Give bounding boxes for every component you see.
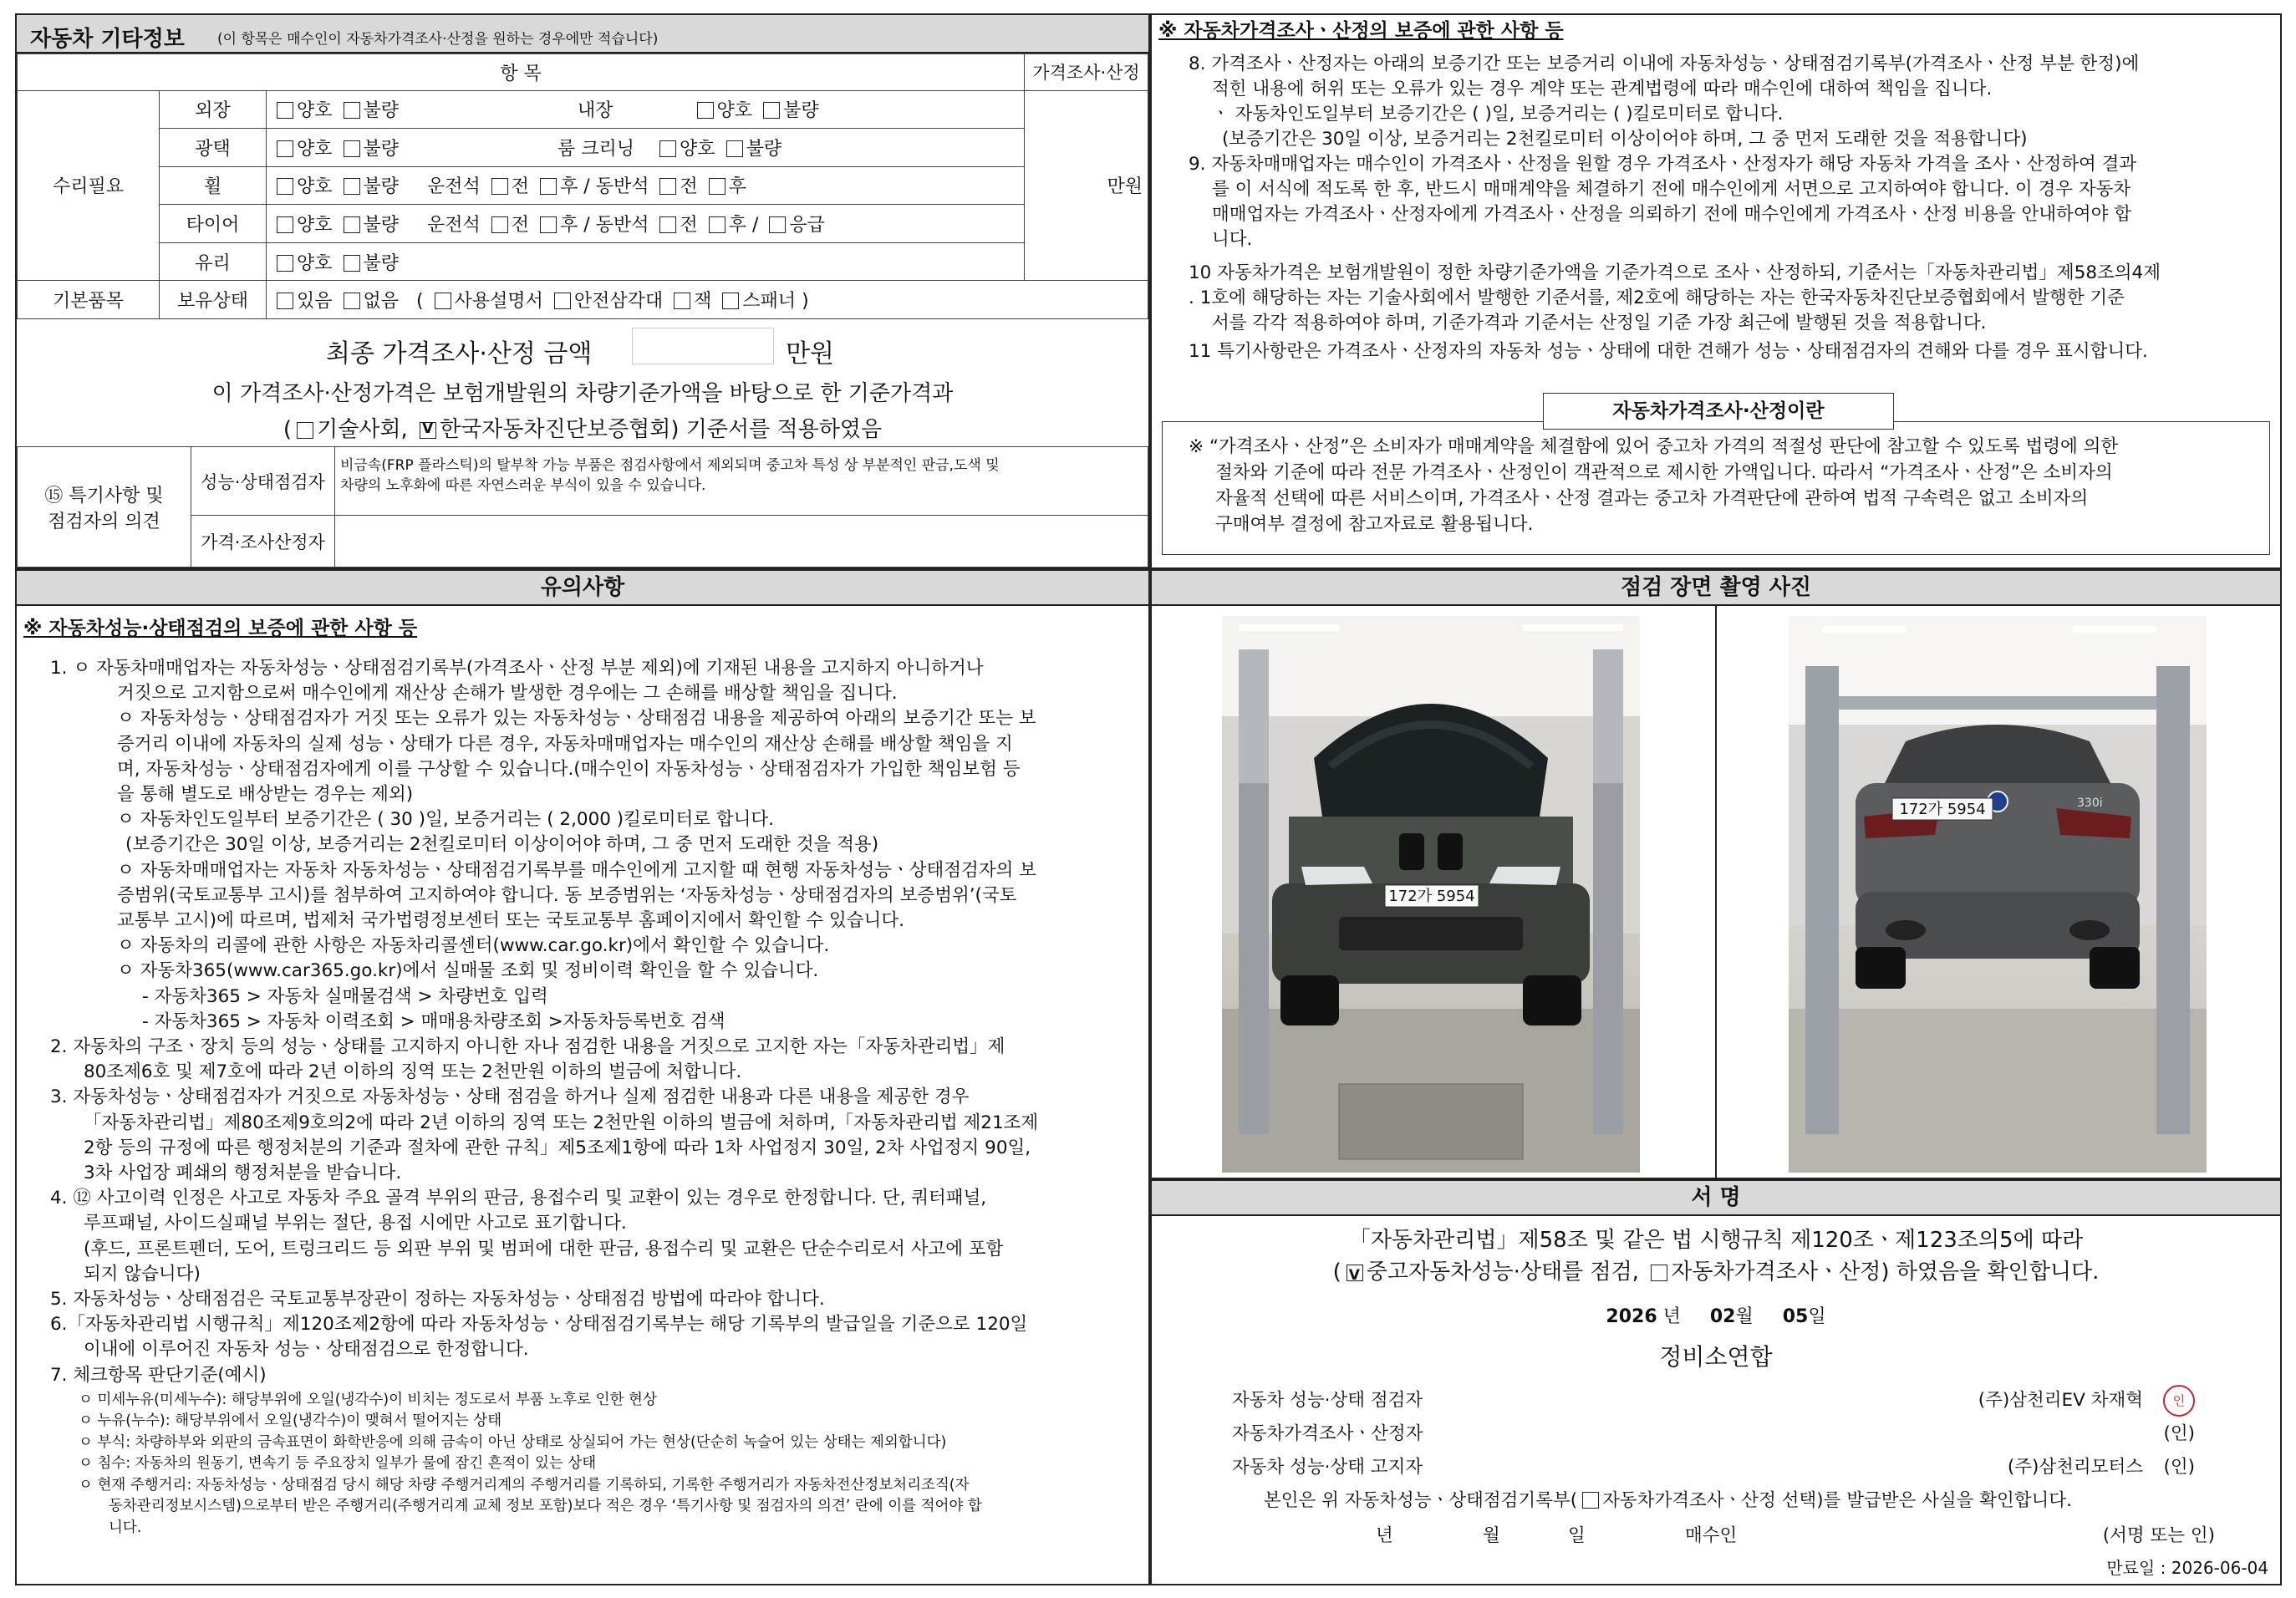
wheel-passenger-front-checkbox[interactable] xyxy=(659,178,676,195)
tire-passenger-rear-checkbox[interactable] xyxy=(709,216,725,233)
price-box-title: 자동차가격조사·산정이란 xyxy=(1543,393,1894,430)
notes-line: 5. 자동차성능ㆍ상태점검은 국토교통부장관이 정하는 자동차성능ㆍ상태점검 방법에 따라야 합니다. xyxy=(50,1289,825,1310)
final-price-label: 최종 가격조사·산정 금액 xyxy=(326,339,593,369)
notes-criteria-line: ㅇ 미세누유(미세누수): 해당부위에 오일(냉각수)이 비치는 정도로서 부품 노후로 인한 현상 xyxy=(79,1391,657,1408)
price-box-line: ※ “가격조사ㆍ산정”은 소비자가 매매계약을 체결함에 있어 중고차 가격의 적절성 판단에 참고할 수 있도록 법령에 의한 xyxy=(1189,436,2119,457)
notes-line: 80조제6호 및 제7호에 따라 2년 이하의 징역 또는 2천만원 이하의 벌금에 처합니다. xyxy=(84,1061,742,1083)
notes-criteria-line: 동차관리정보시스템)으로부터 받은 주행거리(주행거리계 교체 정보 포함)보다 적은 경우 ‘특기사항 및 점검자의 의견’ 란에 이를 적어야 합 xyxy=(109,1498,982,1515)
notes-line: 2항 등의 규정에 따른 행정처분의 기준과 절차에 관한 규칙」제5조제1항에 따라 1차 사업정지 30일, 2차 사업정지 90일, xyxy=(84,1137,1031,1158)
notes-line: - 자동차365 > 자동차 이력조회 > 매매용차량조회 >자동차등록번호 검색 xyxy=(142,1010,725,1032)
price-warranty-line: 니다. xyxy=(1212,229,1253,250)
row-glass-label: 유리 xyxy=(160,242,267,281)
final-price-input[interactable] xyxy=(632,328,774,364)
photo-header: 점검 장면 촬영 사진 xyxy=(1152,571,2280,606)
notes-line: 2. 자동차의 구조ㆍ장치 등의 성능ㆍ상태를 고지하지 아니한 자나 점검한 내용을 거짓으로 고지한 자는「자동차관리법」제 xyxy=(50,1036,1005,1057)
signature-header: 서 명 xyxy=(1152,1181,2280,1216)
sig-buyer: 매수인 xyxy=(1685,1525,1738,1546)
notes-line: 교통부 고시)에 따르며, 법제처 국가법령정보센터 또는 국토교통부 홈페이지에서 확인할 수 있습니다. xyxy=(117,910,904,931)
notes-line: 거짓으로 고지함으로써 매수인에게 재산상 손해가 발생한 경우에는 그 손해를 배상할 책임을 집니다. xyxy=(117,683,898,705)
wheel-good-checkbox[interactable] xyxy=(277,178,293,195)
price-warranty-line: 적힌 내용에 허위 또는 오류가 있는 경우 계약 또는 관계법령에 따라 매수인에 대하여 책임을 집니다. xyxy=(1212,79,1993,99)
inspector-remarks-label: 성능·상태점검자 xyxy=(191,447,335,516)
exterior-good-checkbox[interactable] xyxy=(277,102,293,119)
sig-date-month: 월 xyxy=(1483,1525,1500,1546)
row-gloss-label: 광택 xyxy=(160,129,267,167)
price-box-line: 자율적 선택에 따른 서비스이며, 가격조사ㆍ산정 결과는 중고차 가격판단에 관하여 법적 구속력은 없고 소비자의 xyxy=(1215,488,2089,509)
row-interior-label: 내장 xyxy=(578,100,613,122)
row-gloss: 양호 불량 룸 크리닝 양호 불량 xyxy=(267,129,1025,167)
tire-emergency-checkbox[interactable] xyxy=(769,216,786,233)
basis-line: 이 가격조사·산정가격은 보험개발원의 차량기준가액을 바탕으로 한 기준가격과 xyxy=(211,381,954,406)
sig-date-year: 년 xyxy=(1376,1525,1393,1546)
signature-org: 정비소연합 xyxy=(1659,1343,1773,1371)
price-warranty-line: 를 이 서식에 적도록 한 후, 반드시 매매계약을 체결하기 전에 매수인에게 서면으로 고지하여야 합니다. 이 경우 자동차 xyxy=(1212,179,2131,200)
sig-notifier-label: 자동차 성능·상태 고지자 xyxy=(1232,1457,1423,1478)
signature-date: 2026 년 02월 05일 xyxy=(1606,1306,1826,1327)
sig-receipt-line: 본인은 위 자동차성능ㆍ상태점검기록부( 자동차가격조사ㆍ산정 선택)를 발급받은 사실을 확인합니다. xyxy=(1264,1490,2072,1511)
notes-criteria-line: ㅇ 현재 주행거리: 자동차성능ㆍ상태점검 당시 해당 차량 주행거리계의 주행거리를 기록하되, 기록한 주행거리가 자동차전산정보처리조직(자 xyxy=(79,1476,970,1494)
sig-notifier-seal: (인) xyxy=(2163,1457,2195,1478)
notes-line: 3차 사업장 폐쇄의 행정처분을 받습니다. xyxy=(84,1163,402,1183)
sig-notifier-name: (주)삼천리모터스 xyxy=(2007,1457,2143,1478)
signature-section xyxy=(1150,1179,2282,1585)
price-box-line: 절차와 기준에 따라 전문 가격조사ㆍ산정인이 객관적으로 제시한 가액입니다. 따라서 “가격조사ㆍ산정”은 소비자의 xyxy=(1215,462,2113,483)
notes-line: 7. 체크항목 판단기준(예시) xyxy=(50,1364,267,1386)
front-inspection-photo xyxy=(1222,616,1640,1173)
tire-driver-front-checkbox[interactable] xyxy=(491,216,508,233)
gloss-good-checkbox[interactable] xyxy=(277,140,293,157)
glass-good-checkbox[interactable] xyxy=(277,255,293,272)
signature-law-line: 「자동차관리법」제58조 및 같은 법 시행규칙 제120조ㆍ제123조의5에 따라 xyxy=(1348,1228,2084,1253)
remarks-table xyxy=(17,446,1148,567)
row-wheel-label: 휠 xyxy=(160,166,267,205)
notes-line: 증범위(국토교통부 고시)를 첨부하여 고지하여야 합니다. 동 보증범위는 ‘자동차성능ㆍ상태점검자의 보증범위’(국토 xyxy=(117,884,1017,906)
basis-tech-checkbox[interactable] xyxy=(297,422,313,439)
possession-label: 보유상태 xyxy=(160,281,267,319)
tire-bad-checkbox[interactable] xyxy=(344,216,360,233)
rear-badge-text: 330i xyxy=(2077,796,2103,810)
other-info-header xyxy=(17,15,1148,53)
notes-line: 증거리 이내에 자동차의 실제 성능ㆍ상태가 다른 경우, 자동차매매업자는 매수인의 재산상 손해를 배상할 책임을 지 xyxy=(117,733,1013,755)
wheel-driver-front-checkbox[interactable] xyxy=(491,178,508,195)
other-info-title: 자동차 기타정보 xyxy=(30,27,185,52)
sign-year: 2026 xyxy=(1606,1306,1657,1327)
sign-month: 02 xyxy=(1709,1306,1736,1327)
final-price-row xyxy=(17,319,1148,373)
price-warranty-line: 매매업자는 가격조사ㆍ산정자에게 가격조사ㆍ산정을 의뢰하기 전에 매수인에게 가격조사ㆍ산정 비용을 안내하여야 합 xyxy=(1212,204,2131,225)
interior-good-checkbox[interactable] xyxy=(697,102,714,119)
notes-line: (보증기간은 30일 이상, 보증거리는 2천킬로미터 이상이어야 하며, 그 중 먼저 도래한 것을 적용) xyxy=(125,834,879,856)
jack-checkbox[interactable] xyxy=(674,293,690,309)
sig-expiry: 만료일 : 2026-06-04 xyxy=(2106,1558,2268,1578)
other-info-table xyxy=(17,53,1148,319)
price-warranty-line: (보증기간은 30일 이상, 보증거리는 2천킬로미터 이상이어야 하며, 그 중 먼저 도래한 것을 적용합니다) xyxy=(1222,129,2028,150)
rear-plate-text: 172가 5954 xyxy=(1899,801,1986,818)
tire-passenger-front-checkbox[interactable] xyxy=(659,216,676,233)
price-warranty-line: 서를 각각 적용하여야 하며, 기준가격과 기준서는 산정일 기준 가장 최근에 발행된 것을 적용합니다. xyxy=(1212,313,1987,333)
notes-line: (후드, 프론트펜더, 도어, 트렁크리드 등 외판 부위 및 범퍼에 대한 판금, 용접수리 및 교환은 단순수리로서 사고에 포함 xyxy=(84,1238,1004,1260)
other-info-section xyxy=(15,13,1150,569)
notes-criteria-line: 니다. xyxy=(109,1519,142,1536)
notes-line: ㅇ 자동차의 리콜에 관한 사항은 자동차리콜센터(www.car.go.kr)에서 확인할 수 있습니다. xyxy=(117,935,830,957)
price-warranty-heading: ※ 자동차가격조사ㆍ산정의 보증에 관한 사항 등 xyxy=(1158,20,1564,42)
price-warranty-line: ㆍ 자동차인도일부터 보증기간은 ( )일, 보증거리는 ( )킬로미터로 합니다. xyxy=(1212,104,1784,125)
inspect-confirm-checkbox[interactable] xyxy=(1347,1265,1363,1281)
sig-appraiser-label: 자동차가격조사ㆍ산정자 xyxy=(1232,1423,1423,1444)
price-warranty-line: 8. 가격조사ㆍ산정자는 아래의 보증기간 또는 보증거리 이내에 자동차성능ㆍ상태점검기록부(가격조사ㆍ산정 부분 한정)에 xyxy=(1189,53,2140,74)
final-price-unit: 만원 xyxy=(786,339,834,369)
notes-line: ㅇ 자동차인도일부터 보증기간은 ( 30 )일, 보증거리는 ( 2,000 )킬로미터로 합니다. xyxy=(117,809,775,831)
row-glass: 양호 불량 xyxy=(267,242,1025,281)
appraiser-remarks xyxy=(335,516,1148,567)
notes-section xyxy=(15,569,1150,1585)
notes-criteria-line: ㅇ 누유(누수): 해당부위에서 오일(냉각수)이 맺혀서 떨어지는 상태 xyxy=(79,1412,502,1430)
notes-line: 며, 자동차성능ㆍ상태점검자에게 이를 구상할 수 있습니다.(매수인이 자동차성능ㆍ상태점검자가 가입한 책임보험 등 xyxy=(117,758,1021,780)
notes-line: ㅇ 자동차성능ㆍ상태점검자가 거짓 또는 오류가 있는 자동차성능ㆍ상태점검 내용을 제공하여 아래의 보증기간 또는 보 xyxy=(117,708,1036,730)
inspector-stamp: 인 xyxy=(2163,1385,2195,1417)
rear-car-image xyxy=(1789,616,2207,1173)
basic-items-label: 기본품목 xyxy=(18,281,160,319)
sig-inspector-name: (주)삼천리EV 차재혁 xyxy=(1978,1390,2143,1411)
col-price-header: 가격조사·산정 xyxy=(1025,54,1148,91)
inspector-remarks: 비금속(FRP 플라스틱)의 탈부착 가능 부품은 점검사항에서 제외되며 중고차 특성 상 부분적인 판금,도색 및 차량의 노후화에 따른 자연스러운 부식이 있을 수 있습니다. xyxy=(335,447,1148,516)
row-room-cleaning-label: 룸 크리닝 xyxy=(557,138,635,160)
manual-checkbox[interactable] xyxy=(435,293,451,309)
notes-line: 「자동차관리법」제80조제9호의2에 따라 2년 이하의 징역 또는 2천만원 이하의 벌금에 처하며,「자동차관리법 제21조제 xyxy=(84,1112,1039,1133)
notes-heading: ※ 자동차성능·상태점검의 보증에 관한 사항 등 xyxy=(23,618,418,639)
wheel-passenger-rear-checkbox[interactable] xyxy=(709,178,725,195)
glass-bad-checkbox[interactable] xyxy=(344,255,360,272)
price-warranty-line: 11 특기사항란은 가격조사ㆍ산정자의 자동차 성능ㆍ상태에 대한 견해가 성능ㆍ상태점검자의 견해와 다를 경우 표시합니다. xyxy=(1189,341,2148,362)
notes-line: 4. ⑫ 사고이력 인정은 사고로 자동차 주요 골격 부위의 판금, 용접수리 및 교환이 있는 경우로 한정합니다. 단, 쿼터패널, xyxy=(50,1188,987,1209)
col-item-header: 항 목 xyxy=(18,54,1025,91)
front-car-image xyxy=(1222,616,1640,1173)
basis-statement: 이 가격조사·산정가격은 보험개발원의 차량기준가액을 바탕으로 한 기준가격과 ( 기술사회, V 한국자동차진단보증협회) 기준서를 적용하였음 xyxy=(17,373,1148,446)
price-warranty-section xyxy=(1150,13,2282,569)
tire-good-checkbox[interactable] xyxy=(277,216,293,233)
notes-criteria-line: ㅇ 침수: 자동차의 원동기, 변속기 등 주요장치 일부가 물에 잠긴 흔적이 있는 상태 xyxy=(79,1455,597,1473)
notes-line: ㅇ 자동차365(www.car365.go.kr)에서 실매물 조회 및 정비이력 확인을 할 수 있습니다. xyxy=(117,960,819,982)
notes-line: 되지 않습니다) xyxy=(84,1263,201,1285)
photo-section xyxy=(1150,569,2282,1179)
tire-driver-rear-checkbox[interactable] xyxy=(540,216,557,233)
row-basic-items: 있음 없음 ( 사용설명서 안전삼각대 잭 스패너 ) xyxy=(267,281,1148,319)
signature-confirm-line: (V 중고자동차성능·상태를 점검, 자동차가격조사ㆍ산정) 하였음을 확인합니다. xyxy=(1152,1260,2280,1285)
receipt-price-checkbox[interactable] xyxy=(1582,1492,1599,1509)
appraiser-remarks-label: 가격·조사산정자 xyxy=(191,516,335,567)
wheel-driver-rear-checkbox[interactable] xyxy=(540,178,557,195)
exterior-bad-checkbox[interactable] xyxy=(344,102,360,119)
rear-inspection-photo xyxy=(1789,616,2207,1173)
have-checkbox[interactable] xyxy=(277,293,293,309)
remarks-label-1: ⑮ 특기사항 및 xyxy=(44,485,164,506)
sig-sign-or-seal: (서명 또는 인) xyxy=(2102,1525,2215,1546)
repair-label: 수리필요 xyxy=(18,90,160,281)
row-tire: 양호 불량 운전석 전 후 / 동반석 전 후 / 응급 xyxy=(267,205,1025,243)
notes-line: 이내에 이루어진 자동차 성능ㆍ상태점검으로 한정합니다. xyxy=(84,1339,529,1361)
gloss-bad-checkbox[interactable] xyxy=(344,140,360,157)
notes-header: 유의사항 xyxy=(17,571,1148,606)
wheel-bad-checkbox[interactable] xyxy=(344,178,360,195)
repair-price-cell: 만원 xyxy=(1025,90,1148,281)
sig-appraiser-seal: (인) xyxy=(2163,1423,2195,1444)
notes-line: 루프패널, 사이드실패널 부위는 절단, 용접 시에만 사고로 표기합니다. xyxy=(84,1213,627,1234)
sig-date-day: 일 xyxy=(1568,1525,1586,1546)
notes-line: ㅇ 자동차매매업자는 자동차 자동차성능ㆍ상태점검기록부를 매수인에게 고지할 때 현행 자동차성능ㆍ상태점검자의 보 xyxy=(117,859,1036,881)
sign-day: 05 xyxy=(1782,1306,1809,1327)
row-exterior: 양호 불량 내장 양호 불량 xyxy=(267,90,1025,129)
basis-kadiga-checkbox[interactable] xyxy=(420,422,436,439)
notes-line: 을 통해 별도로 배상받는 경우는 제외) xyxy=(117,784,414,805)
price-box-line: 구매여부 결정에 참고자료로 활용됩니다. xyxy=(1215,514,1534,535)
notes-line: - 자동차365 > 자동차 실매물검색 > 차량번호 입력 xyxy=(142,985,548,1007)
room-bad-checkbox[interactable] xyxy=(726,140,743,157)
price-warranty-line: 9. 자동차매매업자는 매수인이 가격조사ㆍ산정을 원할 경우 가격조사ㆍ산정자가 해당 자동차 가격을 조사ㆍ산정하여 결과 xyxy=(1189,154,2137,175)
row-exterior-label: 외장 xyxy=(160,90,267,129)
spanner-checkbox[interactable] xyxy=(722,293,739,309)
triangle-checkbox[interactable] xyxy=(554,293,571,309)
row-tire-label: 타이어 xyxy=(160,205,267,243)
none-checkbox[interactable] xyxy=(344,293,360,309)
other-info-subtitle: (이 항목은 매수인이 자동차가격조사·산정을 원하는 경우에만 적습니다) xyxy=(217,31,659,48)
notes-line: 1. ㅇ 자동차매매업자는 자동차성능ㆍ상태점검기록부(가격조사ㆍ산정 부분 제외)에 기재된 내용을 고지하지 아니하거나 xyxy=(50,658,984,679)
front-plate-text: 172가 5954 xyxy=(1388,888,1475,905)
price-confirm-checkbox[interactable] xyxy=(1651,1265,1667,1281)
notes-criteria-line: ㅇ 부식: 차량하부와 외판의 금속표면이 화학반응에 의해 금속이 아닌 상태로 상실되어 가는 현상(단순히 녹슬어 있는 상태는 제외합니다) xyxy=(79,1433,947,1451)
notes-line: 3. 자동차성능ㆍ상태점검자가 거짓으로 자동차성능ㆍ상태 점검을 하거나 실제 점검한 내용과 다른 내용을 제공한 경우 xyxy=(50,1087,970,1108)
sig-inspector-label: 자동차 성능·상태 점검자 xyxy=(1232,1390,1423,1411)
price-warranty-line: 10 자동차가격은 보험개발원이 정한 차량기준가액을 기준가격으로 조사ㆍ산정하되, 기준서는「자동차관리법」제58조의4제 xyxy=(1189,262,2161,283)
remarks-label-2: 점검자의 의견 xyxy=(48,511,160,532)
interior-bad-checkbox[interactable] xyxy=(763,102,780,119)
row-wheel: 양호 불량 운전석 전 후 / 동반석 전 후 xyxy=(267,166,1025,205)
price-warranty-line: . 1호에 해당하는 자는 기술사회에서 발행한 기준서를, 제2호에 해당하는 자는 한국자동차진단보증협회에서 발행한 기준 xyxy=(1189,288,2125,308)
room-good-checkbox[interactable] xyxy=(659,140,676,157)
notes-line: 6.「자동차관리법 시행규칙」제120조제2항에 따라 자동차성능ㆍ상태점검기록부는 해당 기록부의 발급일을 기준으로 120일 xyxy=(50,1314,1028,1336)
